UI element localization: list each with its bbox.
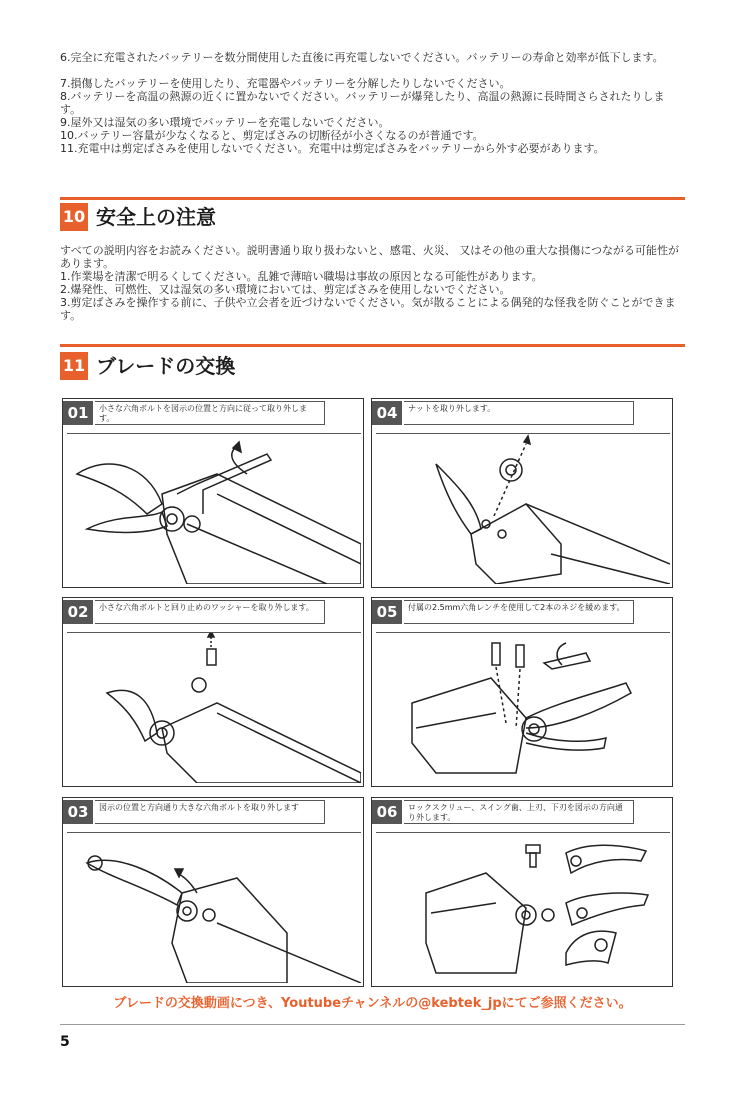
footer-rule [60, 1024, 685, 1025]
step-05-illustration [376, 632, 670, 783]
step-caption: 図示の位置と方向通り大きな六角ボルトを取り外します [95, 800, 325, 824]
step-04-panel [371, 398, 673, 588]
step-01-panel [62, 398, 364, 588]
safety-intro: すべての説明内容をお読みください。説明書通り取り扱わないと、感電、火災、 又はその他の重大な損傷につながる可能性があります。 [60, 244, 680, 270]
battery-note-6: 6.完全に充電されたバッテリーを数分間使用した直後に再充電しないでください。バッテリーの寿命と効率が低下します。 [60, 51, 664, 64]
step-caption: 小さな六角ボルトを図示の位置と方向に従って取り外します。 [95, 401, 325, 425]
battery-note-8: 8.バッテリーを高温の熱源の近くに置かないでください。バッテリーが爆発したり、高温の熱源に長時間さらされたりします。 [60, 90, 665, 116]
step-number: 01 [63, 401, 93, 425]
step-03-panel [62, 797, 364, 987]
section10-rule [60, 197, 685, 200]
section11-rule [60, 344, 685, 347]
step-caption: 付属の2.5mm六角レンチを使用して2本のネジを緩めます。 [404, 600, 634, 624]
page-number: 5 [60, 1034, 70, 1050]
battery-note-10: 10.バッテリー容量が少なくなると、剪定ばさみの切断径が小さくなるのが普通です。 [60, 129, 484, 142]
step-06-panel [371, 797, 673, 987]
step-04-illustration [376, 433, 670, 584]
step-number: 05 [372, 600, 402, 624]
step-06-illustration [376, 832, 670, 983]
safety-item-2: 2.爆発性、可燃性、又は湿気の多い環境においては、剪定ばさみを使用しないでください。 [60, 283, 511, 296]
step-number: 02 [63, 600, 93, 624]
battery-note-9: 9.屋外又は湿気の多い環境でバッテリーを充電しないでください。 [60, 116, 390, 129]
step-caption: 小さな六角ボルトと回り止めのワッシャーを取り外します。 [95, 600, 325, 624]
battery-note-7: 7.損傷したバッテリーを使用したり、充電器やバッテリーを分解したりしないでください。 [60, 77, 511, 90]
step-01-illustration [67, 433, 361, 584]
step-number: 04 [372, 401, 402, 425]
step-05-panel [371, 597, 673, 787]
step-number: 06 [372, 800, 402, 824]
step-caption: ナットを取り外します。 [404, 401, 634, 425]
battery-note-11: 11.充電中は剪定ばさみを使用しないでください。充電中は剪定ばさみをバッテリーから外す必要があります。 [60, 142, 605, 155]
step-02-panel [62, 597, 364, 787]
step-03-illustration [67, 832, 361, 983]
section11-number: 11 [60, 352, 88, 380]
section10-number: 10 [60, 203, 88, 231]
safety-item-3: 3.剪定ばさみを操作する前に、子供や立会者を近づけないでください。気が散ることによる偶発的な怪我を防ぐことができます。 [60, 296, 676, 322]
step-number: 03 [63, 800, 93, 824]
step-02-illustration [67, 632, 361, 783]
safety-item-1: 1.作業場を清潔で明るくしてください。乱雑で薄暗い職場は事故の原因となる可能性があります。 [60, 270, 543, 283]
section11-title: ブレードの交換 [96, 354, 236, 378]
section10-title: 安全上の注意 [96, 205, 216, 229]
step-caption: ロックスクリュー、スイング歯、上刃、下刃を図示の方向通り外します。 [404, 800, 634, 824]
youtube-note: ブレードの交換動画につき、Youtubeチャンネルの@kebtek_jpにてご参照ください。 [113, 996, 632, 1011]
